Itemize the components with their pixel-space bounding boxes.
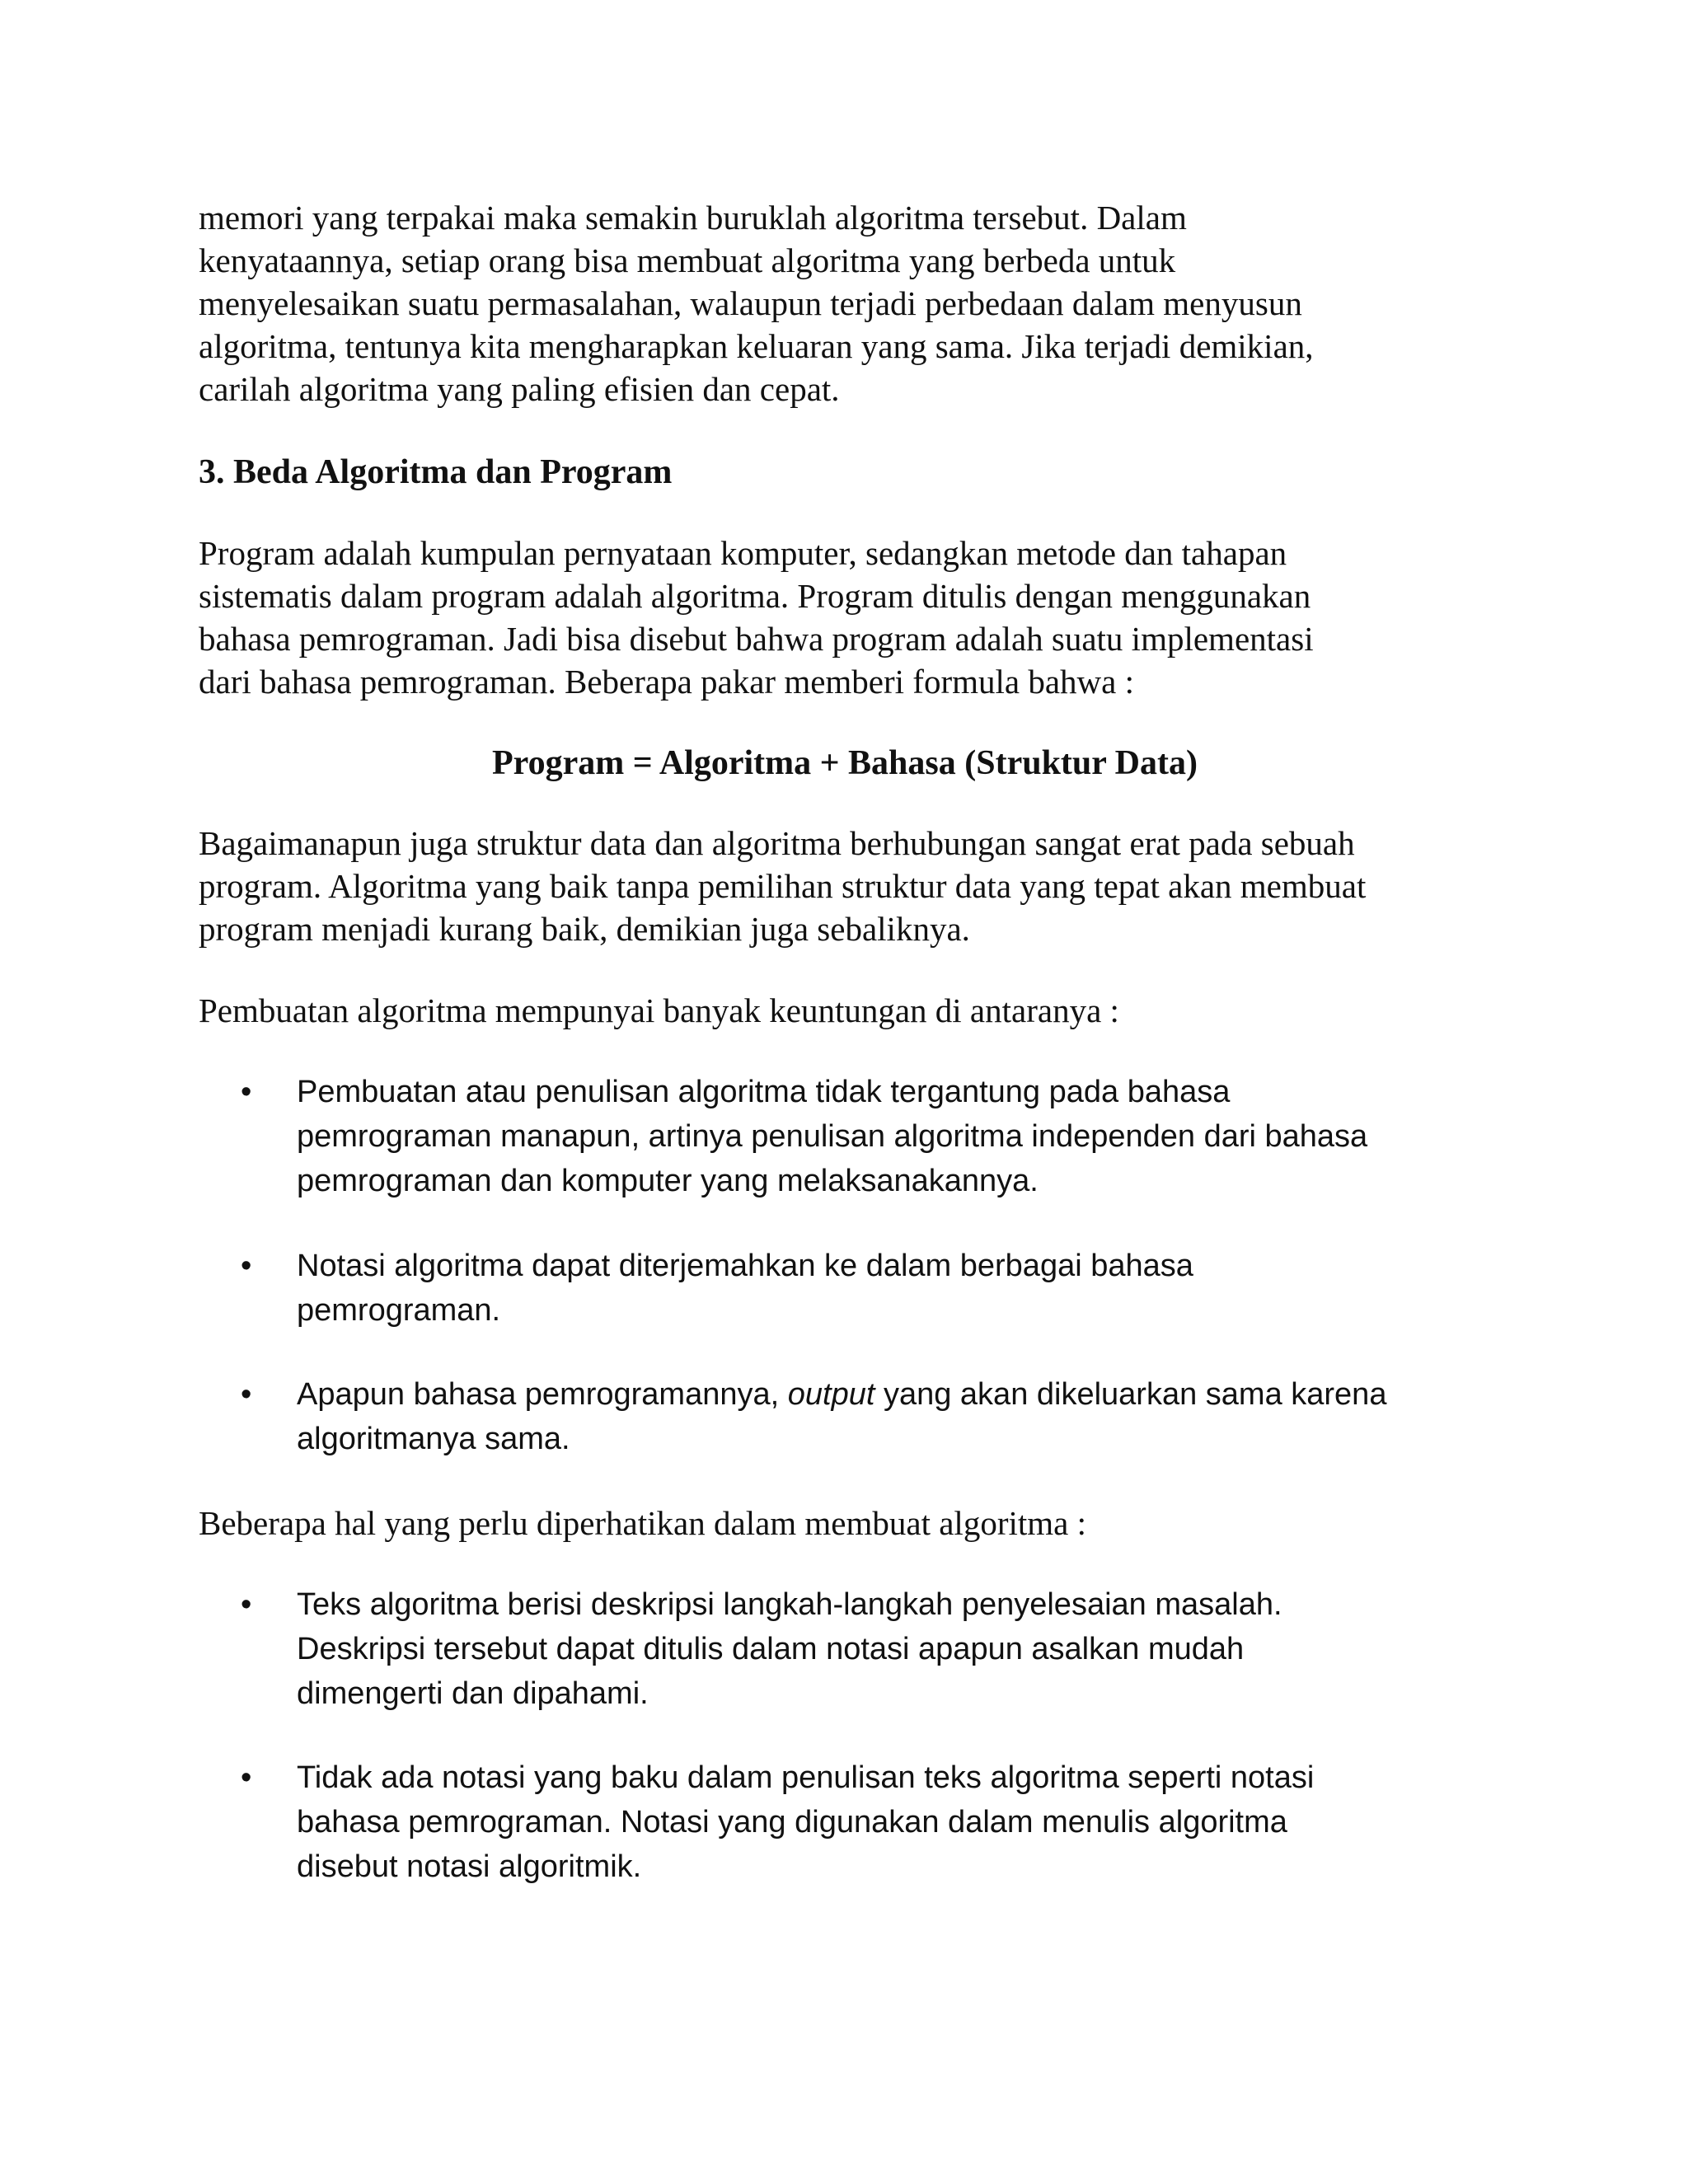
bullet-icon: • [241, 1249, 252, 1283]
bullet-line: Tidak ada notasi yang baku dalam penulisan teks algoritma seperti notasi [297, 1760, 1315, 1795]
bullet-line: Teks algoritma berisi deskripsi langkah-langkah penyelesaian masalah. [297, 1587, 1282, 1622]
paragraph-line: carilah algoritma yang paling efisien dan cepat. [199, 370, 840, 408]
paragraph-line: kenyataannya, setiap orang bisa membuat algoritma yang berbeda untuk [199, 241, 1176, 279]
paragraph-line: program. Algoritma yang baik tanpa pemilihan struktur data yang tepat akan membuat [199, 867, 1367, 905]
paragraph-line: bahasa pemrograman. Jadi bisa disebut bahwa program adalah suatu implementasi [199, 620, 1314, 658]
italic-term: output [787, 1377, 875, 1412]
paragraph-relation [199, 822, 1501, 950]
formula: Program = Algoritma + Bahasa (Struktur Data) [492, 744, 1198, 782]
bullet-line: Deskripsi tersebut dapat ditulis dalam notasi apapun asalkan mudah [297, 1632, 1245, 1666]
bullet-text-segment: Apapun bahasa pemrogramannya, [297, 1377, 788, 1412]
bullet-icon: • [241, 1760, 252, 1795]
bullet-line: dimengerti dan dipahami. [297, 1676, 649, 1711]
considerations-intro: Beberapa hal yang perlu diperhatikan dalam membuat algoritma : [199, 1504, 1086, 1542]
paragraph-line: sistematis dalam program adalah algoritma. Program ditulis dengan menggunakan [199, 577, 1311, 615]
bullet-line: algoritmanya sama. [297, 1422, 570, 1456]
bullet-text [297, 1372, 1386, 1461]
bullet-line: pemrograman dan komputer yang melaksanakannya. [297, 1164, 1039, 1198]
bullet-line: bahasa pemrograman. Notasi yang digunakan dalam menulis algoritma [297, 1805, 1287, 1840]
paragraph-intro [199, 196, 1501, 410]
bullet-text [297, 1582, 1282, 1716]
bullet-line: Pembuatan atau penulisan algoritma tidak tergantung pada bahasa [297, 1075, 1231, 1109]
paragraph-line: algoritma, tentunya kita mengharapkan keluaran yang sama. Jika terjadi demikian, [199, 327, 1314, 365]
paragraph-line: dari bahasa pemrograman. Beberapa pakar memberi formula bahwa : [199, 663, 1134, 701]
bullet-text [297, 1755, 1314, 1889]
bullet-line: Notasi algoritma dapat diterjemahkan ke dalam berbagai bahasa [297, 1249, 1193, 1283]
bullet-text [297, 1244, 1193, 1333]
advantages-intro: Pembuatan algoritma mempunyai banyak keuntungan di antaranya : [199, 991, 1119, 1029]
paragraph-line: Bagaimanapun juga struktur data dan algoritma berhubungan sangat erat pada sebuah [199, 824, 1355, 862]
bullet-line: pemrograman. [297, 1293, 501, 1328]
bullet-icon: • [241, 1587, 252, 1622]
bullet-line: disebut notasi algoritmik. [297, 1849, 642, 1884]
paragraph-line: memori yang terpakai maka semakin buruklah algoritma tersebut. Dalam [199, 199, 1187, 237]
bullet-icon: • [241, 1075, 252, 1109]
paragraph-program [199, 532, 1501, 703]
bullet-icon: • [241, 1377, 252, 1412]
bullet-line: pemrograman manapun, artinya penulisan algoritma independen dari bahasa [297, 1119, 1368, 1154]
bullet-text [297, 1070, 1367, 1203]
paragraph-line: Program adalah kumpulan pernyataan komputer, sedangkan metode dan tahapan [199, 534, 1287, 572]
paragraph-line: menyelesaikan suatu permasalahan, walaupun terjadi perbedaan dalam menyusun [199, 284, 1302, 322]
paragraph-line: program menjadi kurang baik, demikian juga sebaliknya. [199, 910, 970, 948]
bullet-text-segment: yang akan dikeluarkan sama karena [874, 1377, 1387, 1412]
section-heading: 3. Beda Algoritma dan Program [199, 453, 673, 491]
bullet-line [297, 1372, 1386, 1417]
